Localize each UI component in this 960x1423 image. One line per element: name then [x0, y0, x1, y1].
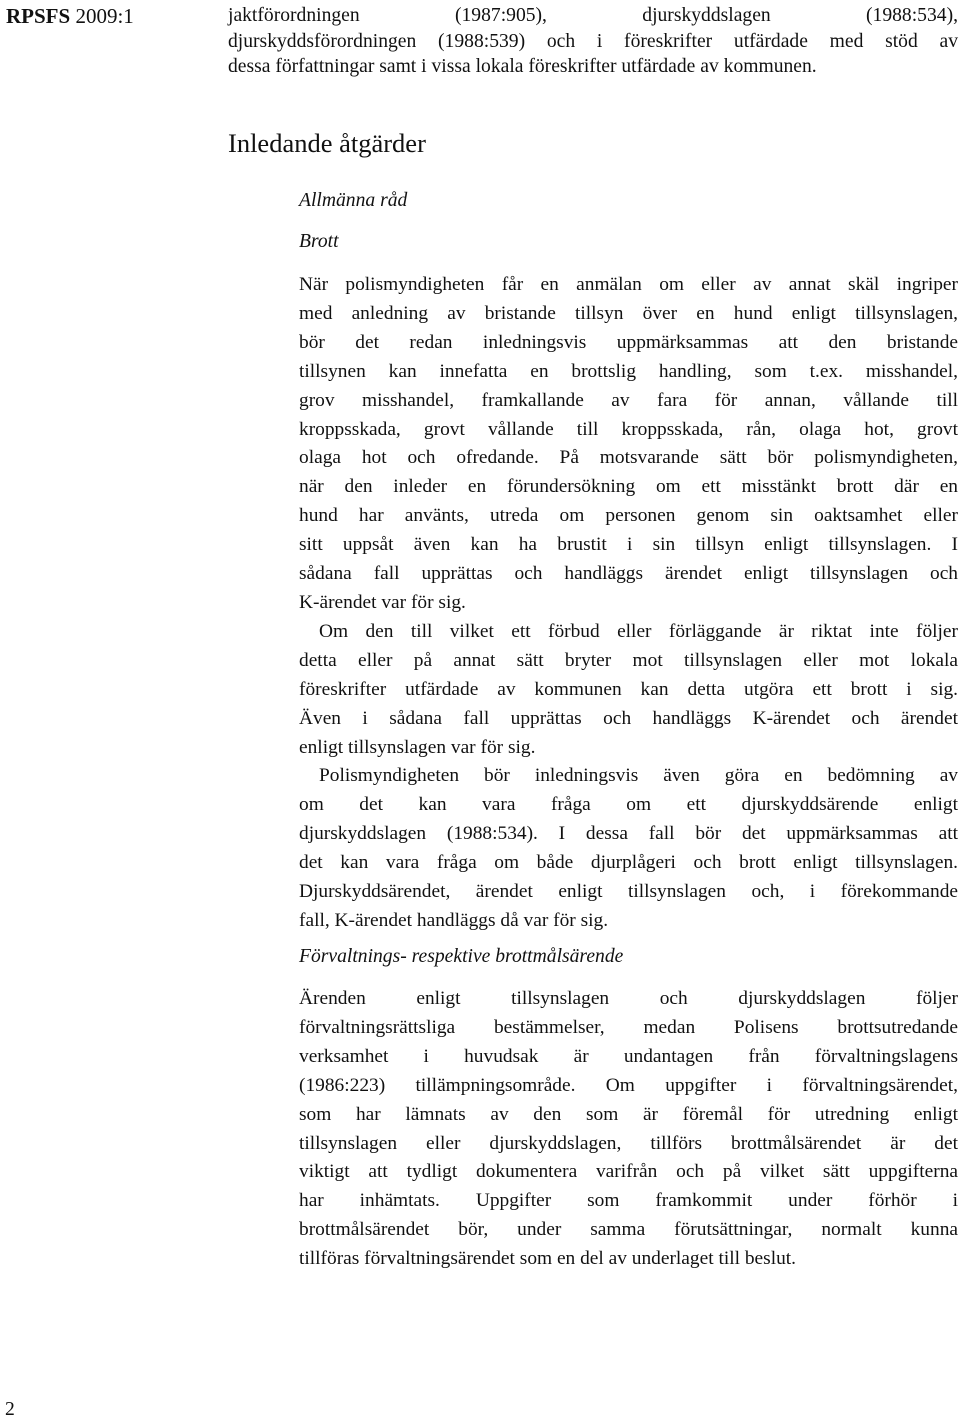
text-line: brottmålsärendet bör, under samma förutsättningar, normalt kunna [299, 1219, 958, 1241]
intro-line: jaktförordningen (1987:905), djurskyddslagen (1988:534), [228, 5, 958, 26]
text-line: hund har använts, utreda om personen genom sin oaktsamhet eller [299, 505, 958, 527]
text-line: K-ärendet var för sig. [299, 591, 466, 613]
text-line: Polismyndigheten bör inledningsvis även göra en bedömning av [319, 765, 958, 787]
text-line: När polismyndigheten får en anmälan om eller av annat skäl ingriper [299, 274, 958, 295]
page-number: 2 [5, 1399, 15, 1420]
text-line: sitt uppsåt även kan ha brustit i sin tillsyn enligt tillsynslagen. I [299, 534, 958, 556]
text-line: Även i sådana fall upprättas och handläggs K-ärendet och ärendet [299, 707, 958, 729]
text-line: när den inleder en förundersökning om ett misstänkt brott där en [299, 476, 958, 498]
text-line: verksamhet i huvudsak är undantagen från förvaltningslagens [299, 1045, 958, 1067]
text-line: tillsynslagen eller djurskyddslagen, tillförs brottmålsärendet är det [299, 1132, 958, 1154]
text-line: tillsynen kan innefatta en brottslig handling, som t.ex. misshandel, [299, 360, 958, 382]
text-line: om det kan vara fråga om ett djurskyddsärende enligt [299, 794, 958, 816]
intro-line: dessa författningar samt i vissa lokala föreskrifter utfärdade av kommunen. [228, 56, 817, 77]
text-line: Djurskyddsärendet, ärendet enligt tillsynslagen och, i förekommande [299, 881, 958, 903]
text-line: viktigt att tydligt dokumentera varifrån och på vilket sätt uppgifterna [299, 1161, 958, 1183]
text-line: bör det redan inledningsvis uppmärksammas att den bristande [299, 331, 958, 353]
text-line: Om den till vilket ett förbud eller förläggande är riktat inte följer [319, 620, 958, 642]
running-head-series: RPSFS [6, 4, 71, 28]
intro-text [228, 3, 958, 80]
subheading-brott: Brott [299, 231, 339, 252]
paragraph-forvaltning [299, 985, 958, 1274]
text-line: Ärenden enligt tillsynslagen och djurskyddslagen följer [299, 988, 958, 1009]
running-head-number: 2009:1 [75, 4, 134, 28]
intro-line: djurskyddsförordningen (1988:539) och i föreskrifter utfärdade med stöd av [228, 30, 958, 52]
text-line: kroppsskada, grovt vållande till kroppsskada, rån, olaga hot, grovt [299, 418, 958, 440]
paragraph-brott [299, 271, 958, 936]
text-line: som har lämnats av den som är föremål för utredning enligt [299, 1103, 958, 1125]
section-title: Inledande åtgärder [228, 128, 426, 158]
text-line: detta eller på annat sätt bryter mot tillsynslagen eller mot lokala [299, 649, 958, 671]
text-line: föreskrifter utfärdade av kommunen kan detta utgöra ett brott i sig. [299, 678, 958, 700]
text-line: med anledning av bristande tillsyn över en hund enligt tillsynslagen, [299, 302, 958, 324]
text-line: grov misshandel, framkallande av fara för annan, vållande till [299, 389, 958, 411]
text-line: fall, K-ärendet handläggs då var för sig. [299, 909, 609, 931]
general-advice-label: Allmänna råd [299, 190, 408, 211]
text-line: olaga hot och ofredande. På motsvarande sätt bör polismyndigheten, [299, 447, 958, 469]
text-line: (1986:223) tillämpningsområde. Om uppgifter i förvaltningsärendet, [299, 1074, 958, 1096]
text-line: har inhämtats. Uppgifter som framkommit under förhör i [299, 1190, 958, 1212]
text-line: tillföras förvaltningsärendet som en del av underlaget till beslut. [299, 1248, 797, 1270]
subheading-forvaltning: Förvaltnings- respektive brottmålsärende [299, 946, 624, 967]
text-line: det kan vara fråga om både djurplågeri och brott enligt tillsynslagen. [299, 852, 958, 874]
text-line: förvaltningsrättsliga bestämmelser, medan Polisens brottsutredande [299, 1016, 958, 1038]
text-line: djurskyddslagen (1988:534). I dessa fall bör det uppmärksammas att [299, 823, 958, 845]
text-line: enligt tillsynslagen var för sig. [299, 736, 536, 758]
running-head [6, 3, 134, 29]
text-line: sådana fall upprättas och handläggs ärendet enligt tillsynslagen och [299, 563, 958, 585]
